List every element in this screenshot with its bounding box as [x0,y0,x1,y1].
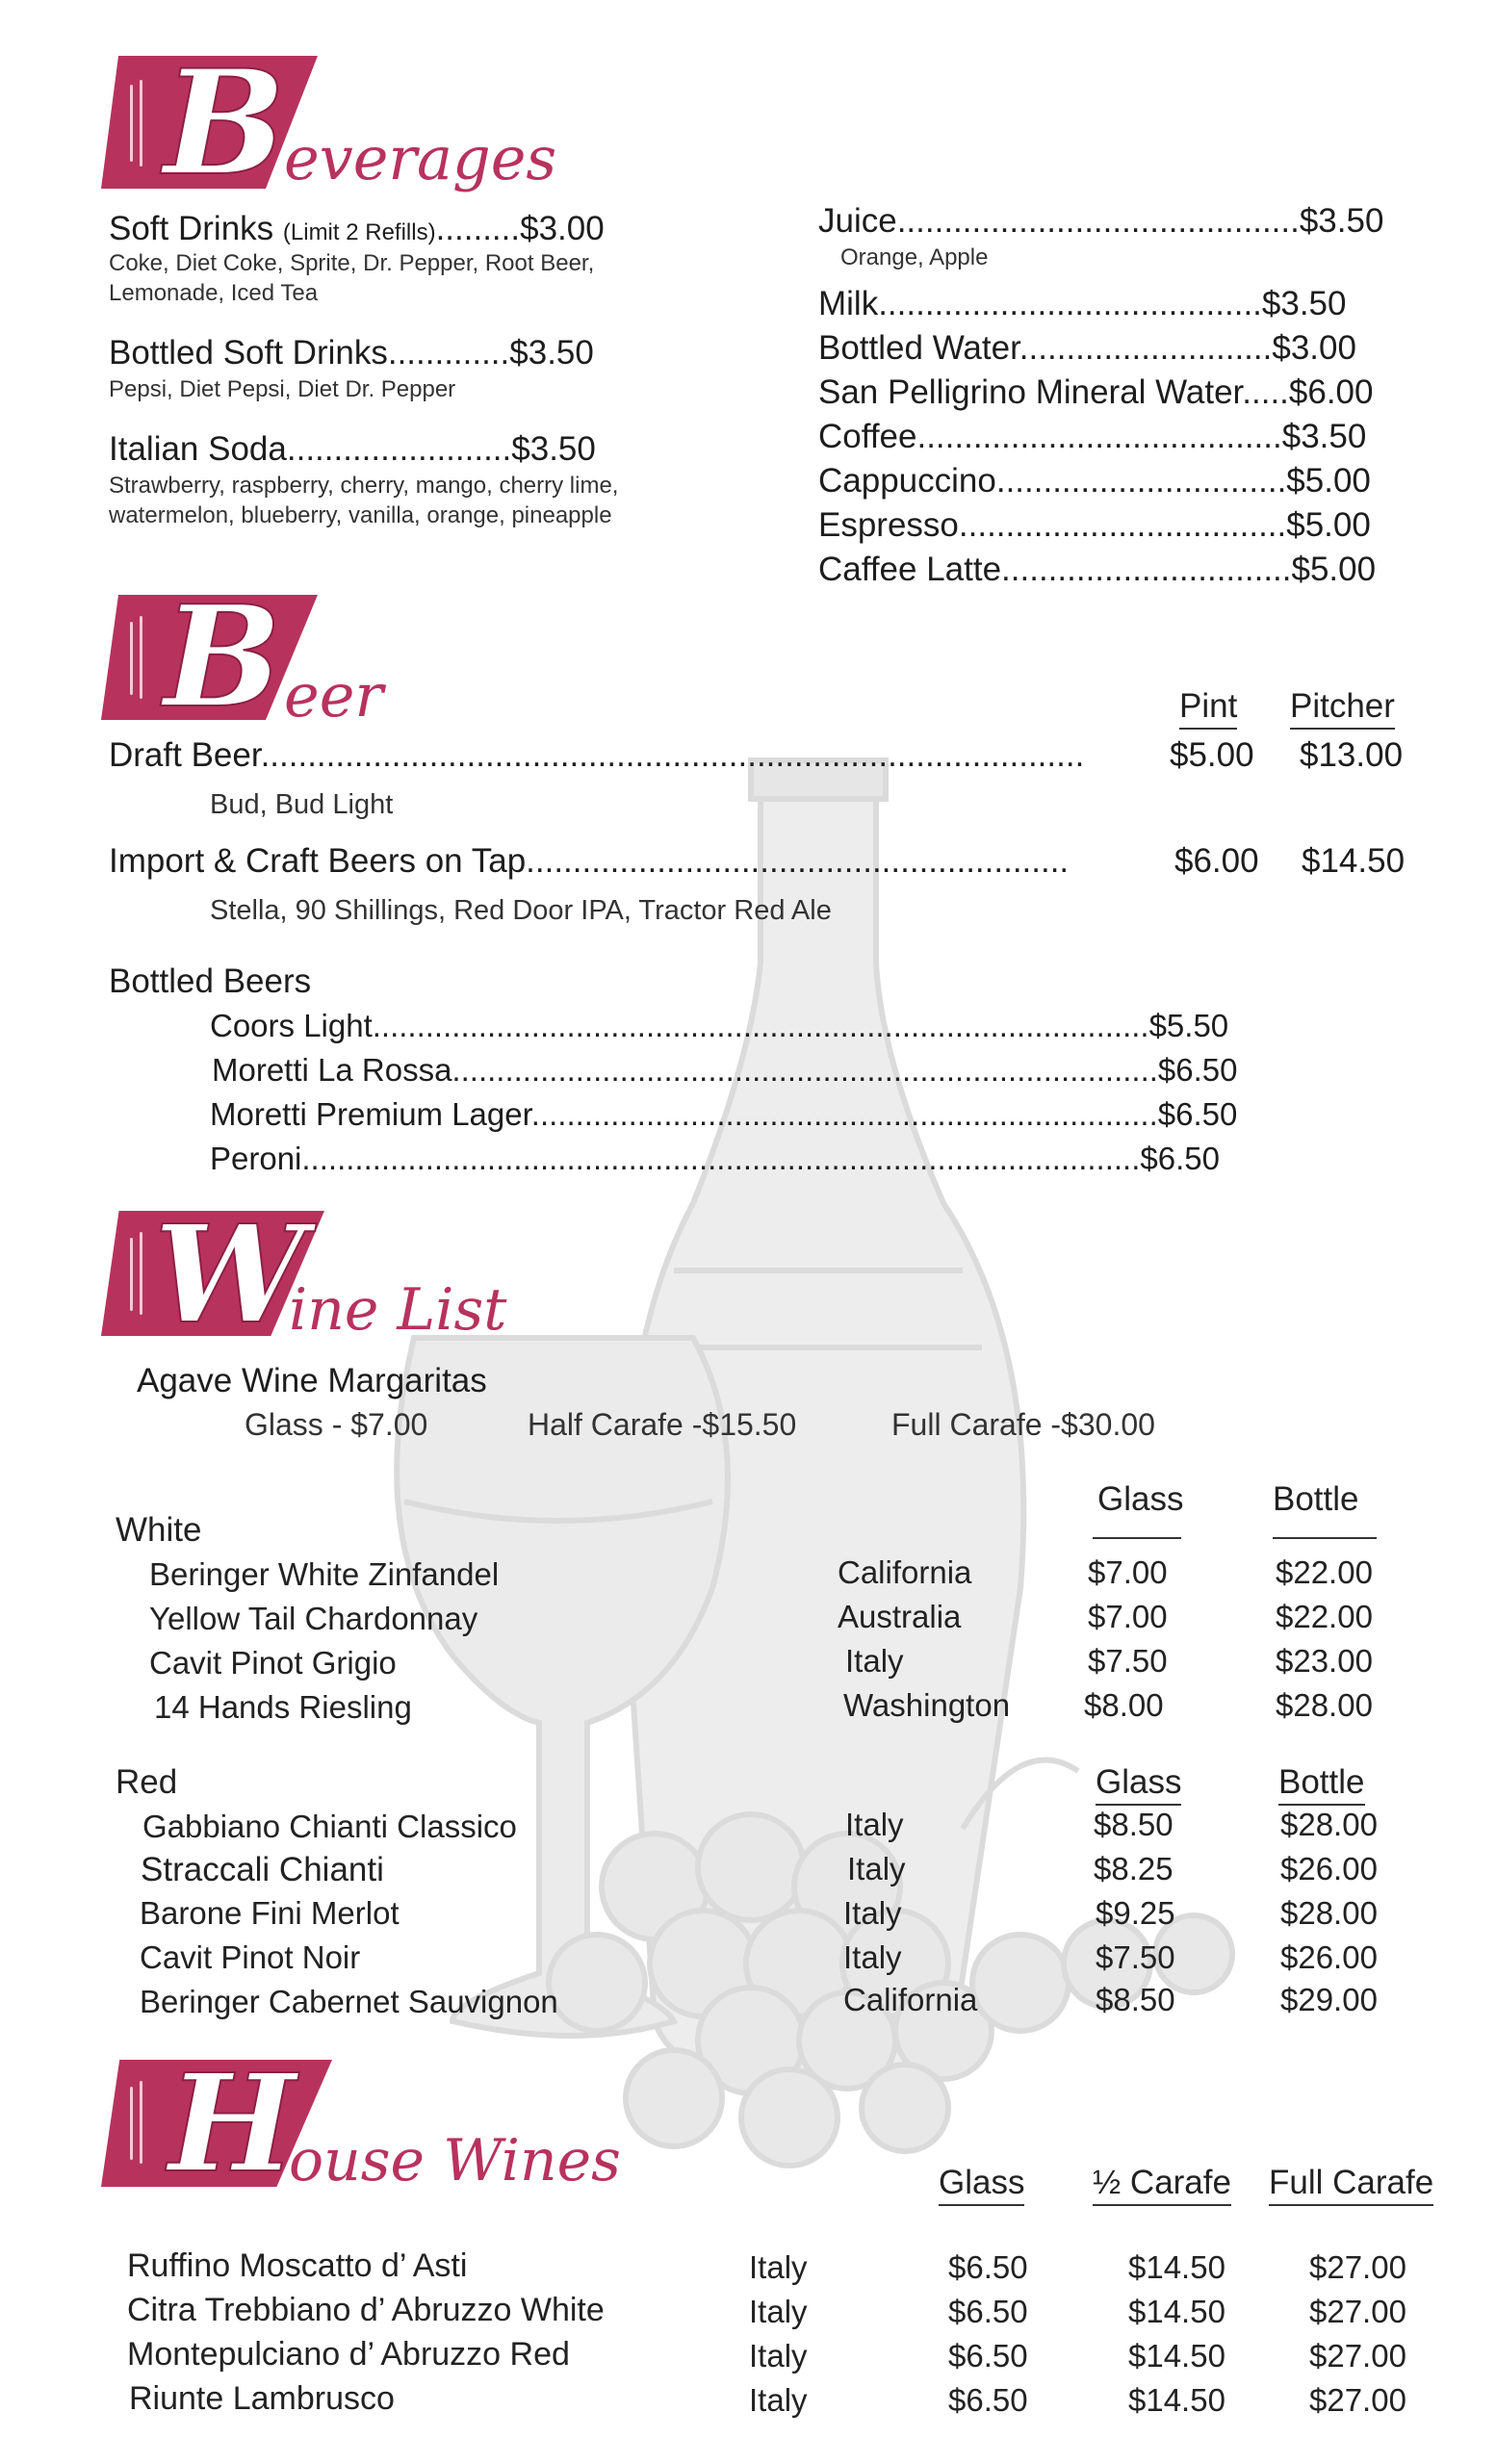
italian-soda-desc-1: Strawberry, raspberry, cherry, mango, cherry lime, [109,473,619,499]
red-glass-header [1096,1763,1181,1806]
house-wine-full-price: $27.00 [1309,2249,1406,2285]
red-wine-name: Beringer Cabernet Sauvignon [140,1984,558,2019]
juice-desc: Orange, Apple [840,244,989,270]
item-dots: ........................ [286,430,512,468]
heading-title: eer [284,660,384,731]
white-wine-name: Cavit Pinot Grigio [149,1645,397,1681]
import-beer-desc: Stella, 90 Shillings, Red Door IPA, Tractor Red Ale [210,895,832,926]
glass-underline [1093,1537,1181,1539]
item-name: Italian Soda [109,430,287,468]
house-half-carafe-header [1093,2164,1231,2206]
white-wine-bottle-price: $28.00 [1276,1687,1373,1723]
white-wine-glass-price: $7.00 [1088,1599,1168,1634]
house-wine-region: Italy [749,2382,808,2418]
red-wine-name: Barone Fini Merlot [140,1895,400,1931]
margaritas-title: Agave Wine Margaritas [137,1362,487,1399]
heading-initial: W [154,1196,306,1354]
red-wine-name: Straccali Chianti [141,1851,384,1888]
red-wine-bottle-price: $26.00 [1280,1851,1378,1886]
beverage-item-espresso: Espresso...................................$5.00 [818,506,1371,544]
red-wine-glass-price: $8.50 [1094,1807,1174,1842]
house-wines-heading [101,2045,698,2204]
white-wines-title: White [116,1511,202,1549]
import-beer-line: Import & Craft Beers on Tap.......................................................... [109,842,1070,880]
margaritas-glass-price: Glass - $7.00 [245,1407,428,1442]
red-wine-name: Gabbiano Chianti Classico [142,1809,517,1844]
red-wine-bottle-price: $29.00 [1280,1982,1378,2017]
beer-heading [101,576,419,739]
item-name: Soft Drinks [109,210,274,247]
glass-label: Glass [1096,1763,1181,1806]
white-wine-bottle-price: $23.00 [1276,1643,1373,1679]
beverage-item-bottled-water: Bottled Water...........................$3.00 [818,329,1356,367]
white-wine-name: 14 Hands Riesling [154,1689,412,1725]
house-wine-half-price: $14.50 [1128,2382,1225,2418]
heading-title: ine List [289,1276,507,1344]
red-wine-bottle-price: $26.00 [1280,1939,1378,1975]
red-wine-glass-price: $7.50 [1096,1939,1175,1975]
heading-initial: B [164,576,282,739]
red-wine-region: Italy [847,1851,906,1886]
bottled-beer-moretti-rossa: Moretti La Rossa................................................................................$6.50 [212,1052,1238,1088]
white-wine-glass-price: $8.00 [1084,1687,1164,1723]
red-wine-region: Italy [845,1807,904,1842]
heading-title: ouse Wines [289,2127,621,2194]
margaritas-full-carafe-price: Full Carafe -$30.00 [891,1407,1155,1442]
heading-initial: B [164,38,286,208]
item-note: (Limit 2 Refills) [282,219,436,245]
item-price: $3.50 [509,334,594,372]
house-wine-glass-price: $6.50 [948,2294,1028,2329]
bottle-label: Bottle [1278,1763,1365,1806]
beverages-heading [101,38,563,219]
white-wine-bottle-price: $22.00 [1276,1599,1373,1634]
draft-beer-pint-price: $5.00 [1170,736,1254,774]
white-wine-name: Yellow Tail Chardonnay [149,1601,478,1636]
soft-drinks-desc-2: Lemonade, Iced Tea [109,280,319,306]
house-wine-region: Italy [749,2294,808,2329]
house-wine-name: Ruffino Moscatto d’ Asti [127,2247,468,2284]
import-beer-pitcher-price: $14.50 [1302,842,1406,880]
italian-soda-item [109,430,596,469]
bottled-soft-desc: Pepsi, Diet Pepsi, Diet Dr. Pepper [109,376,456,402]
white-wine-region: California [838,1554,972,1590]
house-wine-name: Riunte Lambrusco [129,2380,395,2417]
bottle-underline [1273,1537,1377,1539]
heading-title: everages [284,123,557,193]
red-wines-title: Red [116,1763,178,1801]
house-wine-name: Citra Trebbiano d’ Abruzzo White [127,2292,605,2328]
beverage-item-caffee-latte: Caffee Latte...............................$5.00 [818,551,1377,588]
beverage-item-coffee: Coffee.......................................$3.50 [818,418,1367,455]
bottled-beer-peroni: Peroni...............................................................................................$6.50 [210,1141,1220,1176]
house-wine-name: Montepulciano d’ Abruzzo Red [127,2336,570,2373]
red-wine-bottle-price: $28.00 [1280,1895,1378,1931]
house-wine-full-price: $27.00 [1309,2382,1406,2418]
white-wine-region: Italy [845,1643,904,1679]
bottled-soft-item [109,334,594,372]
white-wine-glass-price: $7.50 [1088,1643,1168,1679]
item-dots: ......... [435,210,521,247]
red-wine-region: California [843,1982,978,2017]
red-wine-region: Italy [843,1895,902,1931]
item-name: Bottled Soft Drinks [109,334,388,372]
bottled-beers-title: Bottled Beers [109,962,312,1000]
house-wine-region: Italy [749,2249,808,2285]
white-glass-header: Glass [1097,1480,1184,1518]
beverage-item-san-pelligrino: San Pelligrino Mineral Water.....$6.00 [818,373,1374,411]
item-price: $3.50 [511,430,596,468]
bottled-beer-moretti-lager: Moretti Premium Lager.......................................................................$6.50 [210,1096,1238,1132]
glass-label: Glass [939,2164,1024,2206]
beverage-item-milk: Milk.........................................$3.50 [818,285,1347,322]
house-wine-glass-price: $6.50 [948,2382,1028,2418]
heading-initial: H [168,2045,297,2203]
house-wine-glass-price: $6.50 [948,2249,1028,2285]
full-carafe-label: Full Carafe [1269,2164,1433,2206]
draft-beer-pitcher-price: $13.00 [1300,736,1404,774]
item-dots: ............. [387,334,510,372]
bottled-beer-coors: Coors Light........................................................................................$5.50 [210,1008,1229,1043]
margaritas-half-carafe-price: Half Carafe -$15.50 [528,1407,797,1442]
white-wine-region: Australia [838,1599,962,1634]
house-wine-full-price: $27.00 [1309,2338,1406,2374]
red-wine-glass-price: $8.50 [1096,1982,1175,2017]
red-wine-glass-price: $8.25 [1094,1851,1174,1886]
red-wine-name: Cavit Pinot Noir [140,1939,361,1975]
white-wine-region: Washington [843,1687,1011,1723]
house-wine-half-price: $14.50 [1128,2338,1225,2374]
wine-list-heading [101,1196,602,1355]
house-wine-glass-price: $6.50 [948,2338,1028,2374]
pint-label: Pint [1179,687,1237,730]
house-wine-region: Italy [749,2338,808,2374]
white-wine-name: Beringer White Zinfandel [149,1556,500,1592]
house-glass-header [939,2164,1024,2206]
house-wine-half-price: $14.50 [1128,2294,1225,2329]
white-wine-glass-price: $7.00 [1088,1554,1168,1590]
beverage-item-cappuccino: Cappuccino...............................$5.00 [818,462,1371,500]
pitcher-label: Pitcher [1290,687,1395,730]
house-wine-full-price: $27.00 [1309,2294,1406,2329]
import-beer-pint-price: $6.00 [1174,842,1259,880]
pint-column-header [1179,687,1237,730]
draft-beer-desc: Bud, Bud Light [210,789,394,820]
soft-drinks-desc-1: Coke, Diet Coke, Sprite, Dr. Pepper, Root Beer, [109,250,595,276]
white-wine-bottle-price: $22.00 [1276,1554,1373,1590]
soft-drinks-item [109,210,605,248]
red-wine-glass-price: $9.25 [1096,1895,1175,1931]
red-bottle-header [1278,1763,1365,1806]
juice-item: Juice...........................................$3.50 [818,202,1384,240]
house-wine-half-price: $14.50 [1128,2249,1225,2285]
pitcher-column-header [1290,687,1395,730]
red-wine-region: Italy [843,1939,902,1975]
house-full-carafe-header [1269,2164,1433,2206]
white-bottle-header: Bottle [1273,1480,1359,1518]
item-price: $3.00 [520,210,605,247]
half-carafe-label: ½ Carafe [1093,2164,1231,2206]
draft-beer-line: Draft Beer........................................................................................ [109,736,1085,774]
italian-soda-desc-2: watermelon, blueberry, vanilla, orange, pineapple [109,502,612,528]
red-wine-bottle-price: $28.00 [1280,1807,1378,1842]
